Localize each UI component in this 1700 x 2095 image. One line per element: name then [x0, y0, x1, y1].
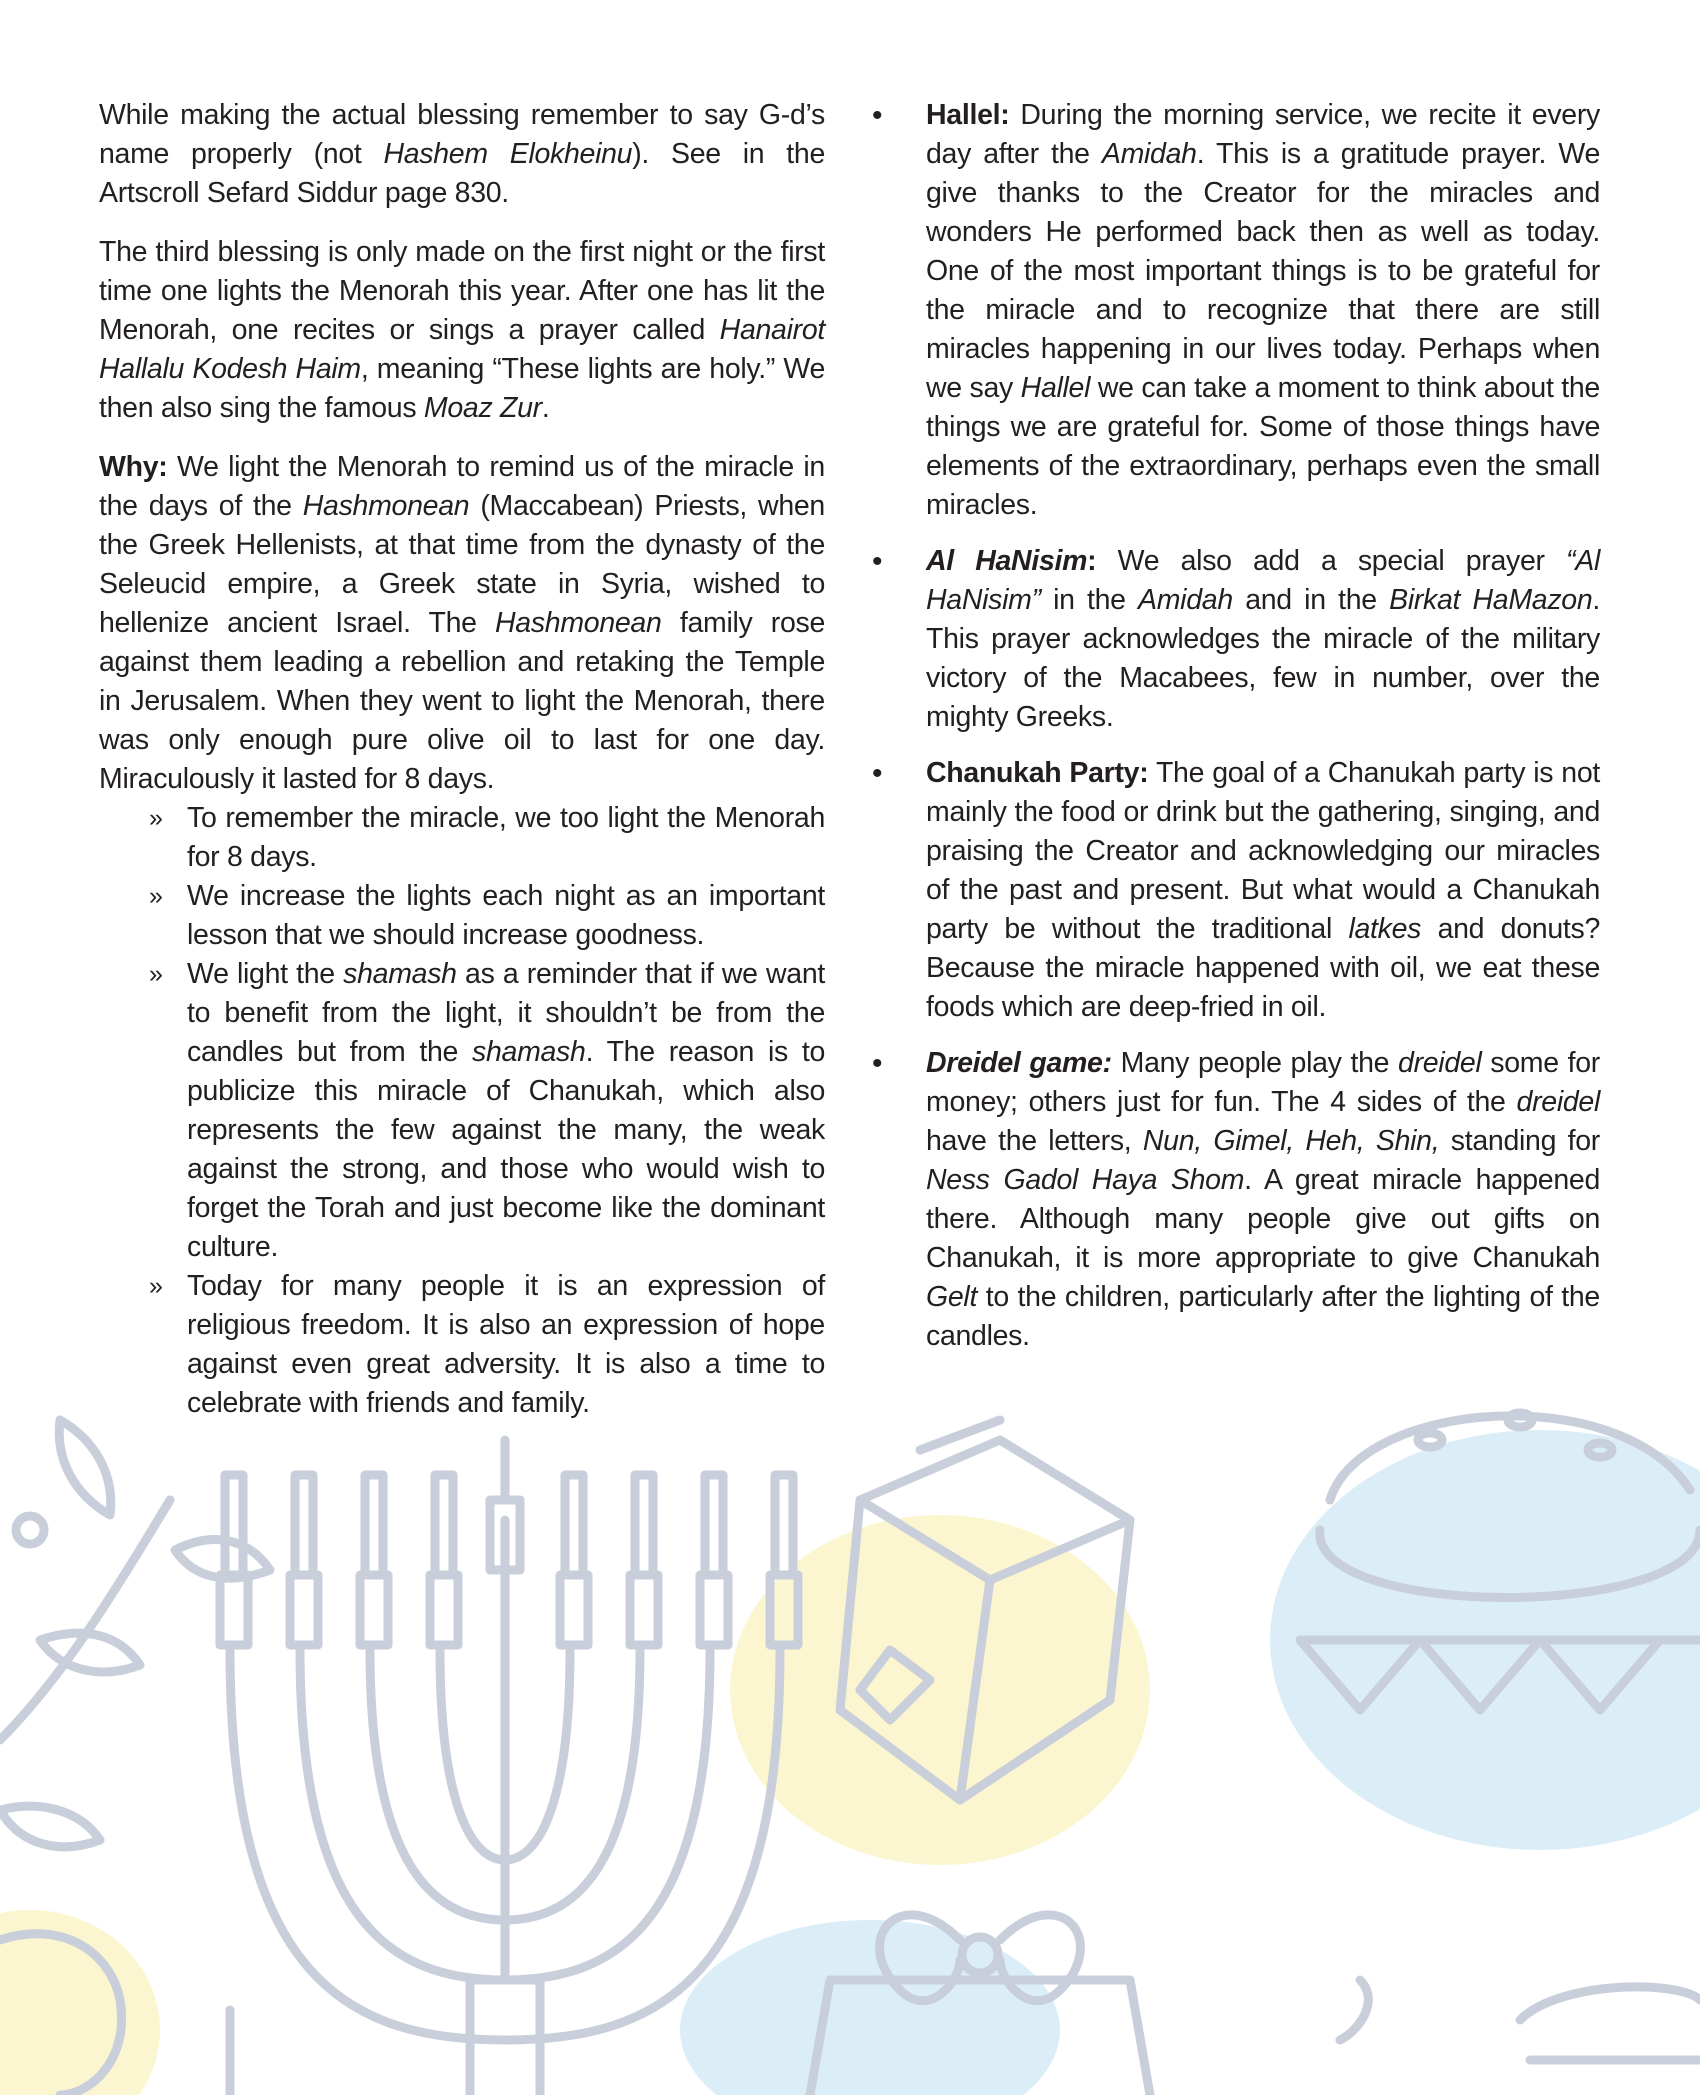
list-item: » We increase the lights each night as an important lesson that we should increase goodness. [187, 877, 825, 955]
chanukah-illustration [0, 1380, 1700, 2095]
blue-blob-bottom-decor [680, 1920, 1060, 2095]
al-hanisim-label: Al HaNisim [926, 545, 1088, 577]
dreidel-label: Dreidel game: [926, 1047, 1112, 1079]
list-item: » To remember the miracle, we too light the Menorah for 8 days. [187, 799, 825, 877]
cup-icon [1340, 1980, 1700, 2060]
list-item-al-hanisim: • Al HaNisim: We also add a special prayer “Al HaNisim” in the Amidah and in the Birkat HaMazon. This prayer acknowledges the miracle of the military victory of the Macabees, few in number, over the mighty Greeks. [926, 542, 1600, 737]
right-column [872, 96, 1600, 1373]
paragraph-blessing-name: While making the actual blessing remember to say G-d’s name properly (not Hashem Elokheinu). See in the Artscroll Sefard Siddur page 830. [99, 99, 826, 209]
list-item: » We light the shamash as a reminder that if we want to benefit from the light, it shouldn’t be from the candles but from the shamash. The reason is to publicize this miracle of Chanukah, which also represents the few against the many, the weak against the strong, and those who would wish to forget the Torah and just become like the dominant culture. [187, 955, 825, 1267]
why-label: Why: [99, 451, 168, 483]
party-label: Chanukah Party: [926, 757, 1149, 789]
list-item-chanukah-party: • Chanukah Party: The goal of a Chanukah party is not mainly the food or drink but the gathering, singing, and praising the Creator and acknowledging our miracles of the past and present. But what would a Chanukah party be without the traditional latkes and donuts? Because the miracle happened with oil, we eat these foods which are deep-fried in oil. [926, 754, 1600, 1027]
paragraph-third-blessing: The third blessing is only made on the first night or the first time one lights the Menorah this year. After one has lit the Menorah, one recites or sings a prayer called Hanairot Hallalu Kodesh Haim, meaning “These lights are holy.” We then also sing the famous Moaz Zur. [99, 236, 826, 424]
observances-list [872, 96, 1600, 1356]
left-column [99, 96, 825, 1423]
hallel-label: Hallel: [926, 99, 1010, 131]
reasons-list [99, 799, 825, 1423]
list-item-hallel: • Hallel: During the morning service, we recite it every day after the Amidah. This is a gratitude prayer. We give thanks to the Creator for the miracles and wonders He performed back then as well as today. One of the most important things is to be grateful for the miracle and to recognize that there are still miracles happening in our lives today. Perhaps when we say Hallel we can take a moment to think about the things we are grateful for. Some of those things have elements of the extraordinary, perhaps even the small miracles. [926, 96, 1600, 525]
paragraph-why: Why: We light the Menorah to remind us of the miracle in the days of the Hashmonean (Maccabean) Priests, when the Greek Hellenists, at that time from the dynasty of the Seleucid empire, a Greek state in Syria, wished to hellenize ancient Israel. The Hashmonean family rose against them leading a rebellion and retaking the Temple in Jerusalem. When they went to light the Menorah, there was only enough pure olive oil to last for one day. Miraculously it lasted for 8 days. [99, 451, 825, 795]
list-item: » Today for many people it is an expression of religious freedom. It is also an expression of hope against even great adversity. It is also a time to celebrate with friends and family. [187, 1267, 825, 1423]
list-item-dreidel: • Dreidel game: Many people play the dreidel some for money; others just for fun. The 4 sides of the dreidel have the letters, Nun, Gimel, Heh, Shin, standing for Ness Gadol Haya Shom. A great miracle happened there. Although many people give out gifts on Chanukah, it is more appropriate to give Chanukah Gelt to the children, particularly after the lighting of the candles. [926, 1044, 1600, 1356]
